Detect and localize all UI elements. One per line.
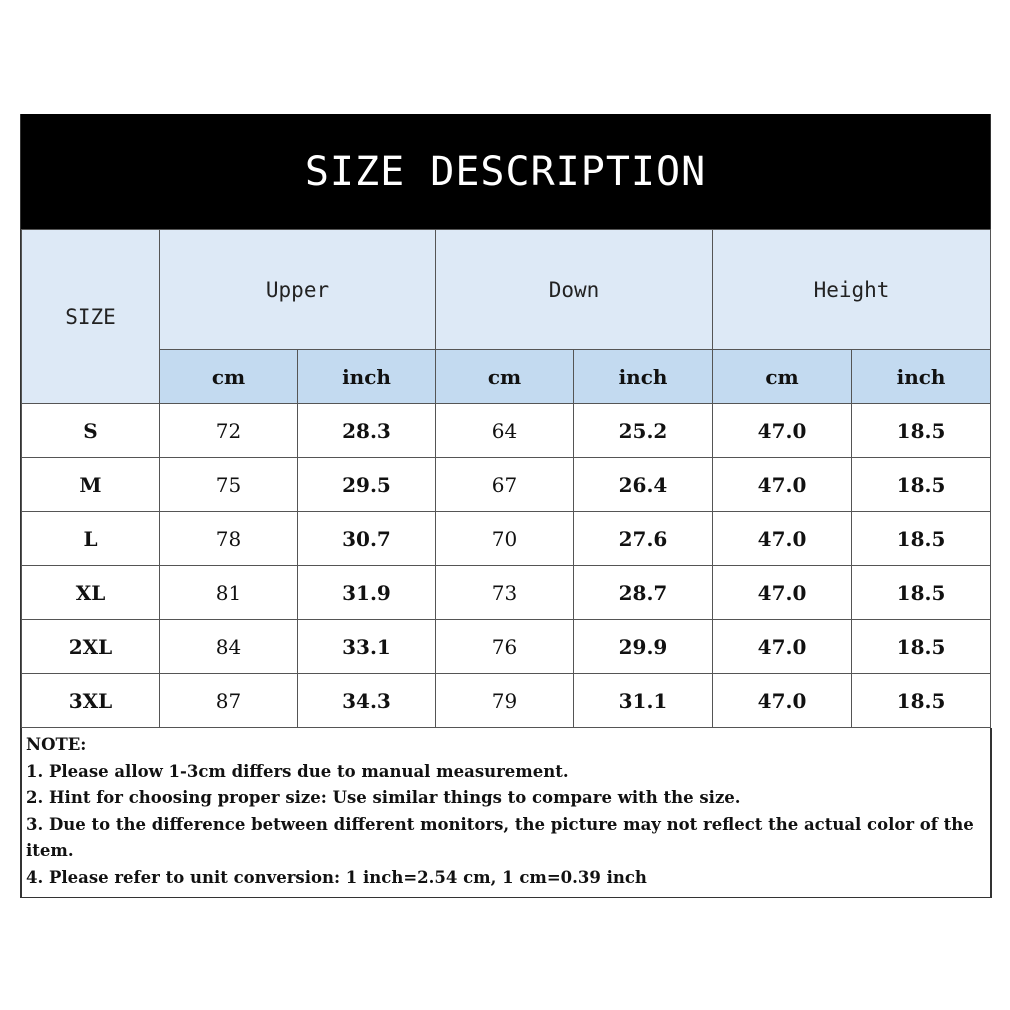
table-row xyxy=(22,404,991,458)
size-cell: XL xyxy=(22,566,160,620)
upper-cm-cell: 78 xyxy=(160,512,298,566)
chart-title: SIZE DESCRIPTION xyxy=(21,114,990,229)
note-item: 2. Hint for choosing proper size: Use similar things to compare with the size. xyxy=(26,788,741,807)
down-inch-cell: 27.6 xyxy=(574,512,713,566)
size-cell: S xyxy=(22,404,160,458)
down-cm-cell: 67 xyxy=(436,458,574,512)
height-inch-cell: 18.5 xyxy=(852,566,991,620)
upper-cm-cell: 72 xyxy=(160,404,298,458)
note-item: 3. Due to the difference between different monitors, the picture may not reflect the actual color of the item. xyxy=(26,814,974,860)
upper-cm-cell: 81 xyxy=(160,566,298,620)
unit-header-row xyxy=(22,350,991,404)
notes-heading: NOTE: xyxy=(26,735,87,754)
size-cell: M xyxy=(22,458,160,512)
notes-section xyxy=(21,728,992,898)
height-group-header: Height xyxy=(713,230,991,350)
size-cell: 3XL xyxy=(22,674,160,728)
upper-inch-header: inch xyxy=(298,350,436,404)
height-inch-cell: 18.5 xyxy=(852,458,991,512)
upper-cm-cell: 87 xyxy=(160,674,298,728)
down-cm-cell: 73 xyxy=(436,566,574,620)
size-cell: L xyxy=(22,512,160,566)
size-table xyxy=(21,229,991,728)
upper-cm-header: cm xyxy=(160,350,298,404)
table-row xyxy=(22,512,991,566)
down-inch-cell: 29.9 xyxy=(574,620,713,674)
height-cm-header: cm xyxy=(713,350,852,404)
note-item: 1. Please allow 1-3cm differs due to manual measurement. xyxy=(26,761,569,781)
upper-inch-cell: 31.9 xyxy=(298,566,436,620)
height-cm-cell: 47.0 xyxy=(713,458,852,512)
height-cm-cell: 47.0 xyxy=(713,620,852,674)
height-cm-cell: 47.0 xyxy=(713,512,852,566)
table-row xyxy=(22,458,991,512)
upper-cm-cell: 75 xyxy=(160,458,298,512)
table-row xyxy=(22,620,991,674)
down-inch-header: inch xyxy=(574,350,713,404)
upper-inch-cell: 28.3 xyxy=(298,404,436,458)
down-cm-cell: 64 xyxy=(436,404,574,458)
height-cm-cell: 47.0 xyxy=(713,566,852,620)
down-cm-cell: 76 xyxy=(436,620,574,674)
height-inch-cell: 18.5 xyxy=(852,674,991,728)
down-inch-cell: 26.4 xyxy=(574,458,713,512)
upper-inch-cell: 29.5 xyxy=(298,458,436,512)
upper-inch-cell: 33.1 xyxy=(298,620,436,674)
down-inch-cell: 28.7 xyxy=(574,566,713,620)
upper-inch-cell: 30.7 xyxy=(298,512,436,566)
size-chart xyxy=(20,114,991,898)
down-cm-cell: 70 xyxy=(436,512,574,566)
height-inch-cell: 18.5 xyxy=(852,620,991,674)
height-inch-header: inch xyxy=(852,350,991,404)
height-cm-cell: 47.0 xyxy=(713,674,852,728)
size-column-header: SIZE xyxy=(22,230,160,404)
down-group-header: Down xyxy=(436,230,713,350)
down-inch-cell: 31.1 xyxy=(574,674,713,728)
table-row xyxy=(22,674,991,728)
down-inch-cell: 25.2 xyxy=(574,404,713,458)
down-cm-header: cm xyxy=(436,350,574,404)
upper-cm-cell: 84 xyxy=(160,620,298,674)
height-inch-cell: 18.5 xyxy=(852,404,991,458)
note-item: 4. Please refer to unit conversion: 1 inch=2.54 cm, 1 cm=0.39 inch xyxy=(26,867,647,887)
upper-group-header: Upper xyxy=(160,230,436,350)
height-cm-cell: 47.0 xyxy=(713,404,852,458)
table-row xyxy=(22,566,991,620)
height-inch-cell: 18.5 xyxy=(852,512,991,566)
upper-inch-cell: 34.3 xyxy=(298,674,436,728)
down-cm-cell: 79 xyxy=(436,674,574,728)
group-header-row xyxy=(22,230,991,350)
size-cell: 2XL xyxy=(22,620,160,674)
